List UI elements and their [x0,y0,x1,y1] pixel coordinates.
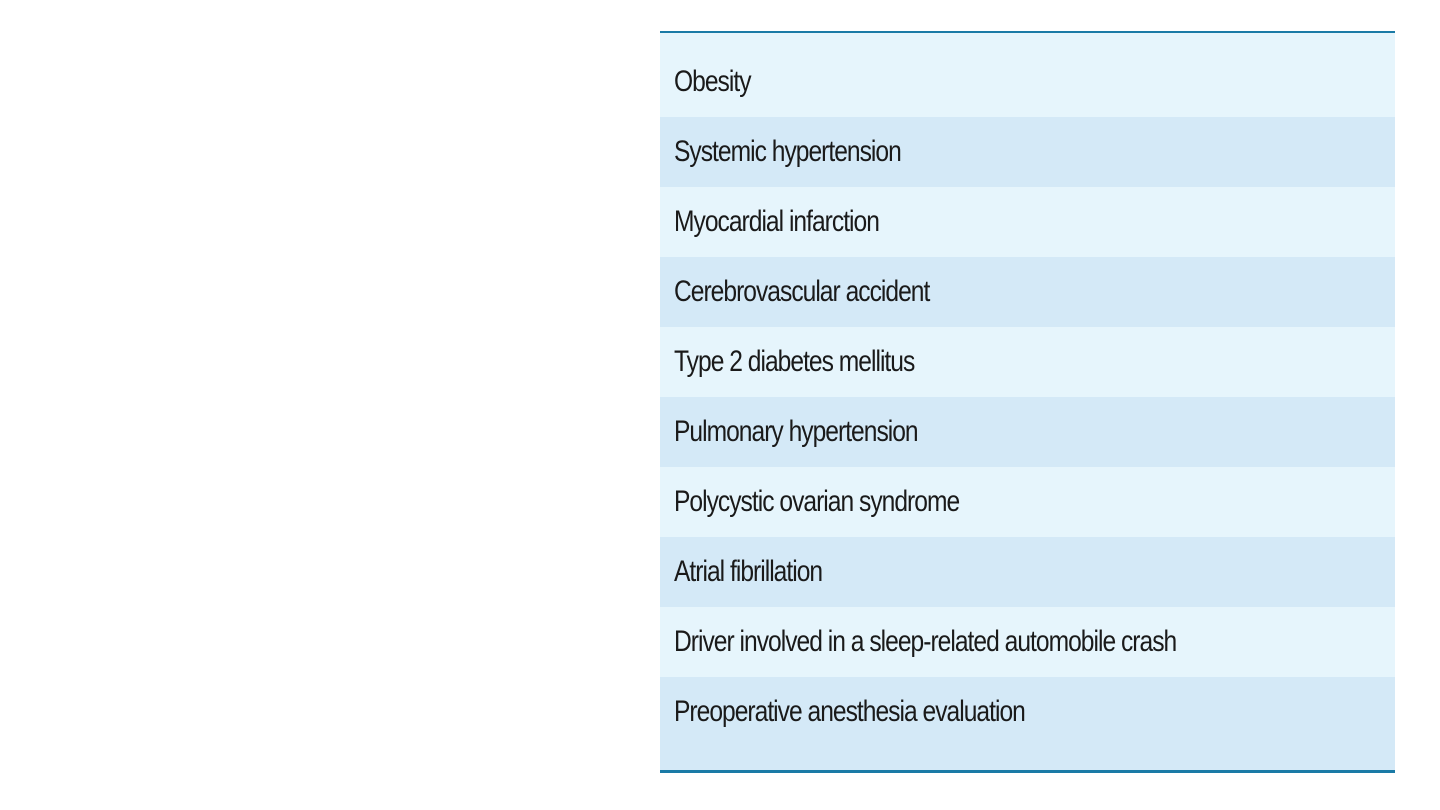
row-text: Obesity [674,65,751,98]
table-row [660,117,1395,187]
row-text: Atrial fibrillation [674,555,823,588]
row-text: Myocardial infarction [674,205,879,238]
row-text: Driver involved in a sleep-related automobile crash [674,625,1177,658]
table-row [660,467,1395,537]
row-text: Polycystic ovarian syndrome [674,485,960,518]
row-text: Cerebrovascular accident [674,275,930,308]
table-row [660,257,1395,327]
table-row [660,677,1395,770]
table-row [660,187,1395,257]
row-text: Systemic hypertension [674,135,901,168]
table-row [660,327,1395,397]
table-row [660,397,1395,467]
table-row [660,537,1395,607]
table-row [660,33,1395,117]
row-text: Preoperative anesthesia evaluation [674,695,1025,728]
row-text: Pulmonary hypertension [674,415,918,448]
table-row [660,607,1395,677]
row-text: Type 2 diabetes mellitus [674,345,915,378]
conditions-table [660,31,1395,773]
